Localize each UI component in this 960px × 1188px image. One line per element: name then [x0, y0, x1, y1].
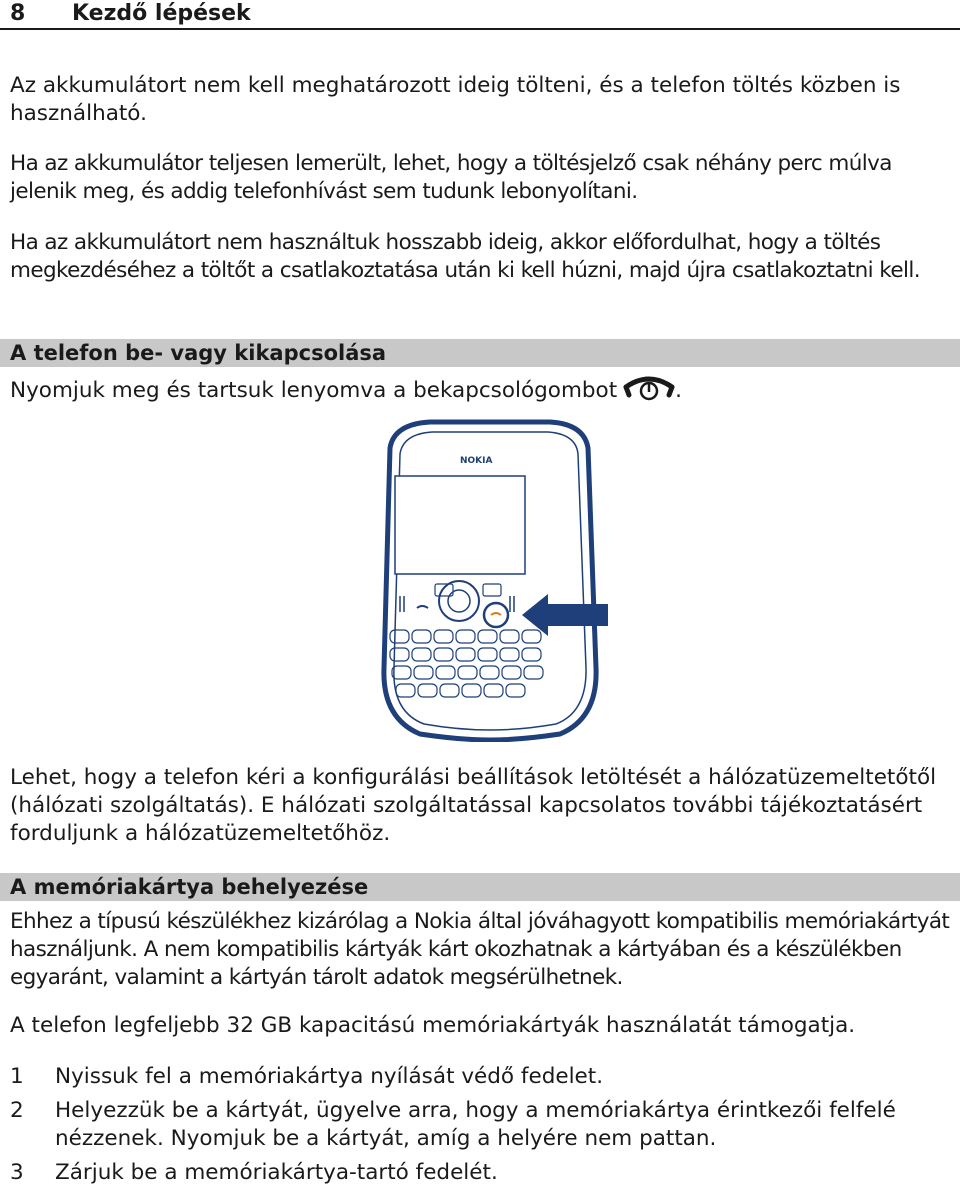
intro-paragraph-3: Ha az akkumulátort nem használtuk hosszabb ideig, akkor előfordulhat, hogy a töltés megkezdéséhez a töltőt a csatlakoztatása után ki kell húzni, majd újra csatlakoztatni kell.	[10, 230, 920, 283]
power-instruction-end: .	[675, 378, 682, 403]
list-item	[10, 1063, 950, 1091]
phone-screen	[395, 476, 525, 574]
phone-illustration	[370, 418, 610, 742]
list-item-number: 1	[10, 1064, 24, 1089]
chapter-title: Kezdő lépések	[72, 1, 251, 26]
list-item-text: Helyezzük be a kártyát, ügyelve arra, hogy a memóriakártya érintkezői felfelé nézzenek. Nyomjuk be a kártyát, amíg a helyére nem pattan.	[55, 1098, 896, 1151]
section-title-memory: A memóriakártya behelyezése	[10, 875, 369, 899]
list-item	[10, 1159, 950, 1187]
memory-paragraph-2: A telefon legfeljebb 32 GB kapacitású memóriakártyák használatát támogatja.	[10, 1013, 856, 1038]
section-title-power: A telefon be- vagy kikapcsolása	[10, 341, 387, 365]
list-item-text: Zárjuk be a memóriakártya-tartó fedelét.	[55, 1160, 498, 1185]
power-instruction-text: Nyomjuk meg és tartsuk lenyomva a bekapcsológombot	[10, 378, 618, 403]
phone-brand: NOKIA	[460, 456, 493, 466]
page-header	[0, 0, 960, 30]
list-item	[10, 1097, 950, 1153]
section-heading-power	[0, 339, 960, 367]
list-item-text: Nyissuk fel a memóriakártya nyílását védő fedelet.	[55, 1064, 604, 1089]
page-number: 8	[10, 1, 26, 26]
intro-paragraph-2: Ha az akkumulátor teljesen lemerült, lehet, hogy a töltésjelző csak néhány perc múlva jelenik meg, és addig telefonhívást sem tudunk lebonyolítani.	[10, 151, 892, 204]
power-instruction	[10, 373, 950, 411]
memory-paragraph-1: Ehhez a típusú készülékhez kizárólag a Nokia által jóváhagyott kompatibilis memóriakártyát használjunk. A nem kompatibilis kártyák kárt okozhatnak a kártyában és a készülékben egyaránt, valamint a kártyán tárolt adatok megsérülhetnek.	[10, 909, 950, 990]
list-item-number: 2	[10, 1098, 24, 1123]
network-config-note: Lehet, hogy a telefon kéri a konfigurálási beállítások letöltését a hálózatüzemeltetőtől (hálózati szolgáltatás). E hálózati szolgáltatással kapcsolatos további tájékoztatásért forduljunk a hálózatüzemeltetőhöz.	[10, 765, 937, 846]
phone-body	[384, 422, 596, 740]
list-item-number: 3	[10, 1160, 24, 1185]
intro-paragraph-1: Az akkumulátort nem kell meghatározott ideig tölteni, és a telefon töltés közben is használható.	[10, 73, 901, 126]
section-heading-memory	[0, 873, 960, 901]
power-key-icon	[623, 373, 675, 411]
